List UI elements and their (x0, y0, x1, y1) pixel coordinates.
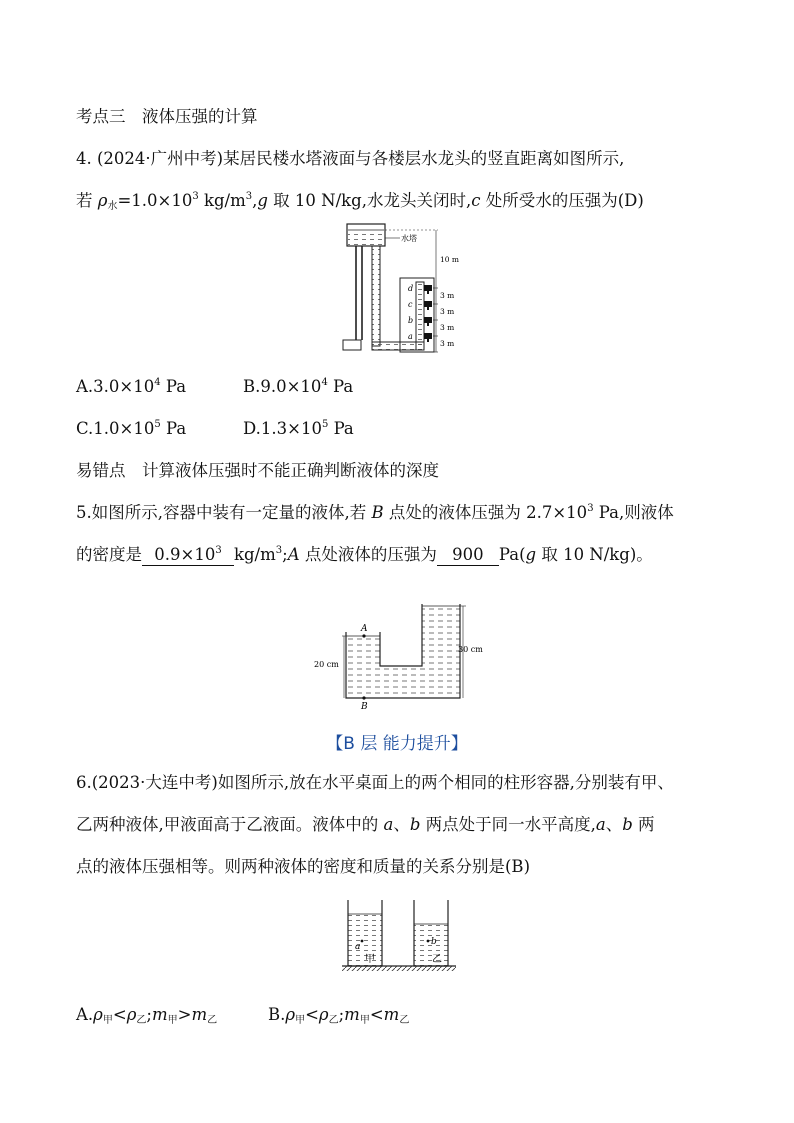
dim-30cm: 30 cm (458, 645, 483, 654)
q5-container-figure (312, 600, 492, 712)
point-a-label: A (361, 624, 368, 634)
tap-label-a: a (408, 332, 413, 341)
q6-option-b: $B.\rho_甲<\rho_乙;m_甲<m_乙$ (268, 1005, 410, 1026)
tap-label-b: b (408, 316, 414, 325)
level-b-title: 【B 层 能力提升】 (326, 734, 468, 754)
q4-option-c: $C.1.0\times 10^5$ Pa (76, 419, 187, 438)
q4-option-a: $A.3.0\times 10^4$ Pa (76, 377, 187, 396)
tap-icons (424, 285, 432, 342)
q6-line2: 乙两种液体,甲液面高于乙液面。液体中的 a、b 两点处于同一水平高度,a、b 两 (76, 815, 655, 834)
label-yi: 乙 (432, 954, 442, 965)
dist-3m-4: 3 m (440, 339, 455, 348)
label-jia: 甲 (365, 954, 375, 965)
dist-10m: 10 m (440, 255, 460, 264)
q4-line1: 4. (2024·广州中考)某居民楼水塔液面与各楼层水龙头的竖直距离如图所示, (76, 149, 625, 168)
dim-20cm: 20 cm (314, 660, 339, 669)
answer-blank-pressure: 900 (437, 545, 499, 566)
point-b-label: B (361, 702, 368, 712)
q6-line3: 点的液体压强相等。则两种液体的密度和质量的关系分别是(B) (76, 857, 530, 876)
tower-label: 水塔 (401, 234, 417, 243)
q4-option-b: $B.9.0\times 10^4$ Pa (243, 377, 354, 396)
tap-label-d: d (408, 284, 414, 293)
q5-line2: 的密度是 $0.9\times 10^3$ $kg/m^3;A$ 点处液体的压强为 900 Pa(g 取 10 N/kg)。 (76, 545, 653, 564)
q4-line2: 若 $\rho_水=1.0\times 10^3$ $kg/m^3,g$ 取 10 N/kg,水龙头关闭时,c 处所受水的压强为(D) (76, 191, 644, 212)
answer-blank-density: $0.9\times 10^3$ (142, 545, 234, 566)
q6-option-a: $A.\rho_甲<\rho_乙;m_甲>m_乙$ (76, 1005, 218, 1026)
q6-line1: 6.(2023·大连中考)如图所示,放在水平桌面上的两个相同的柱形容器,分别装有甲、 (76, 773, 674, 792)
error-heading: 易错点 计算液体压强时不能正确判断液体的深度 (76, 461, 439, 480)
point-a-label: a (355, 942, 361, 952)
dist-3m-1: 3 m (440, 291, 455, 300)
q6-containers-figure (340, 898, 458, 974)
q4-water-tower-figure (338, 222, 474, 360)
tap-label-c: c (408, 300, 413, 309)
section-heading: 考点三 液体压强的计算 (76, 107, 258, 126)
point-b-label: b (431, 937, 437, 947)
q4-option-d: $D.1.3\times 10^5$ Pa (243, 419, 354, 438)
q5-line1: 5.如图所示,容器中装有一定量的液体,若 B 点处的液体压强为 $2.7\times 10^3$ Pa,则液体 (76, 503, 674, 522)
dist-3m-2: 3 m (440, 307, 455, 316)
dist-3m-3: 3 m (440, 323, 455, 332)
